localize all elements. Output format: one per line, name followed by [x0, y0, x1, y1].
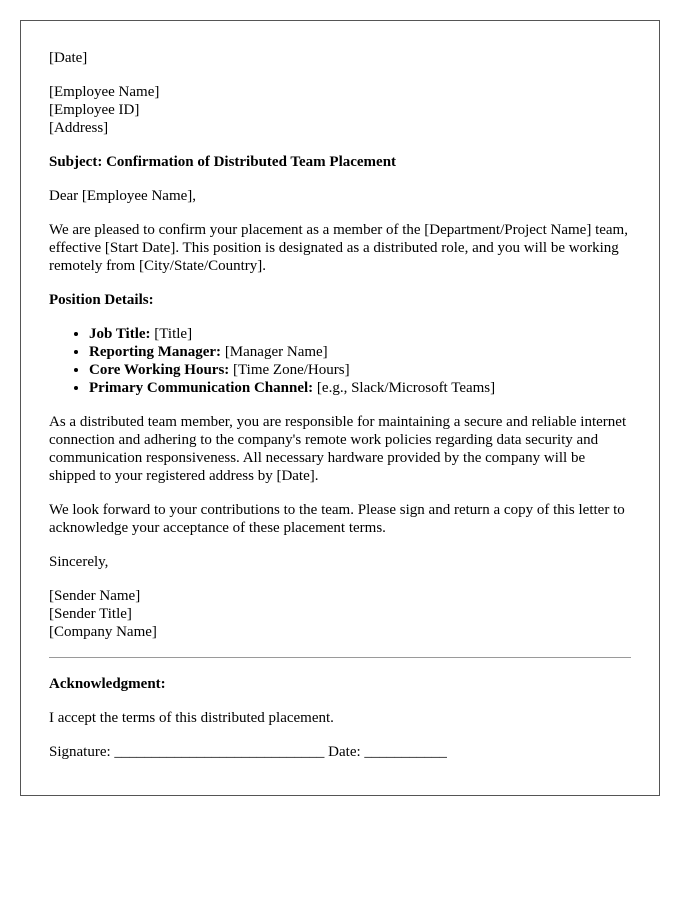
detail-value: [e.g., Slack/Microsoft Teams] [313, 380, 496, 396]
recipient-address: [Address] [49, 120, 109, 136]
letter-subject: Subject: Confirmation of Distributed Team Placement [49, 154, 397, 170]
detail-value: [Manager Name] [221, 344, 328, 360]
signature-line: Signature: ____________________________ Date: ___________ [49, 744, 447, 760]
letter-date: [Date] [49, 50, 88, 66]
sender-company: [Company Name] [49, 624, 157, 640]
position-details-list [49, 325, 631, 397]
list-item [89, 325, 631, 343]
recipient-name: [Employee Name] [49, 84, 160, 100]
valediction: Sincerely, [49, 554, 109, 570]
position-details-heading: Position Details: [49, 292, 154, 308]
acknowledgment-heading: Acknowledgment: [49, 676, 166, 692]
detail-label: Reporting Manager: [89, 344, 222, 360]
sender-title: [Sender Title] [49, 606, 132, 622]
list-item [89, 343, 631, 361]
salutation: Dear [Employee Name], [49, 188, 197, 204]
detail-label: Core Working Hours: [89, 362, 230, 378]
closing-paragraph: We look forward to your contributions to the team. Please sign and return a copy of this letter to acknowledge your acceptance of these placement terms. [49, 502, 625, 536]
recipient-block [49, 83, 631, 137]
recipient-id: [Employee ID] [49, 102, 140, 118]
list-item [89, 361, 631, 379]
acknowledgment-statement: I accept the terms of this distributed placement. [49, 710, 334, 726]
detail-label: Job Title: [89, 326, 151, 342]
letter-page [20, 20, 660, 796]
responsibility-paragraph: As a distributed team member, you are responsible for maintaining a secure and reliable internet connection and adhering to the company's remote work policies regarding data security and communication responsiveness. All necessary hardware provided by the company will be shipped to your registered address by [Date]. [49, 414, 627, 484]
section-divider [49, 657, 631, 658]
detail-label: Primary Communication Channel: [89, 380, 314, 396]
detail-value: [Time Zone/Hours] [229, 362, 350, 378]
list-item [89, 379, 631, 397]
sender-block [49, 587, 631, 641]
intro-paragraph: We are pleased to confirm your placement as a member of the [Department/Project Name] team, effective [Start Date]. This position is designated as a distributed role, and you will be working remotely from [City/State/Country]. [49, 222, 628, 274]
detail-value: [Title] [150, 326, 193, 342]
sender-name: [Sender Name] [49, 588, 141, 604]
